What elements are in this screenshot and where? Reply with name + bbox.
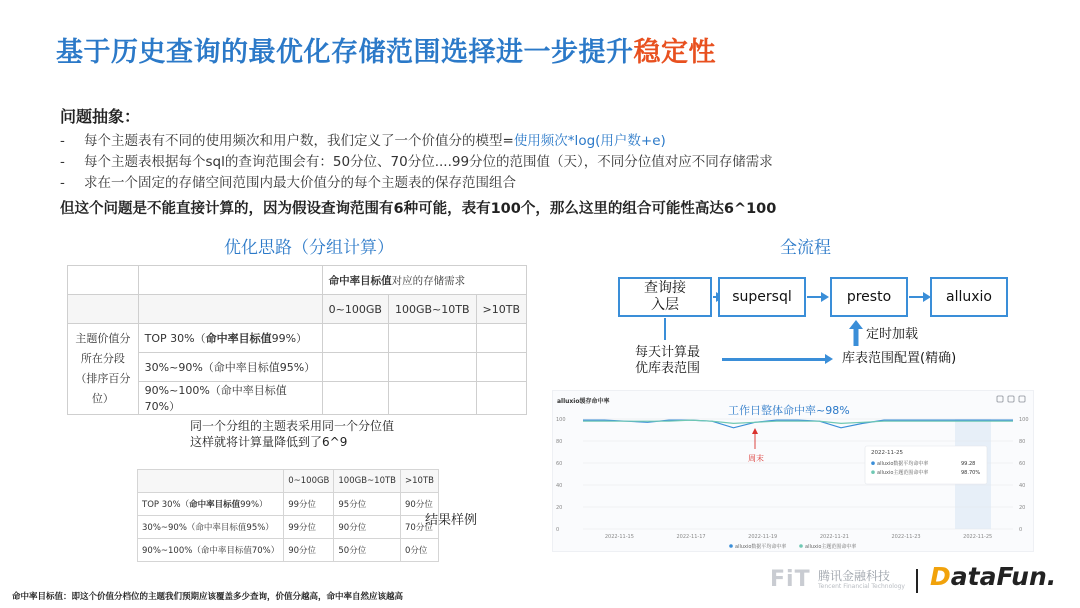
- chart-ytick-label-right: 80: [1019, 439, 1026, 445]
- config-label: 库表范围配置(精确): [842, 351, 957, 366]
- chart-tooltip-date: 2022-11-25: [871, 450, 903, 456]
- table-col-header: 0~100GB: [322, 295, 388, 324]
- chart-ytick-label: 20: [556, 505, 563, 511]
- chart-legend-label: alluxio主题范围命中率: [805, 544, 857, 550]
- right-section-title: 全流程: [780, 238, 831, 258]
- chart-tooltip-label: alluxio数据平均命中率: [877, 461, 929, 467]
- table-cell: [138, 295, 322, 324]
- chart-tool-icon: [997, 396, 1003, 402]
- table-cell: [476, 324, 526, 353]
- table-row-label: TOP 30%（命中率目标值99%）: [138, 324, 322, 353]
- table-row: 30%~90%（命中率目标值95%） 99分位 90分位 70分位: [138, 516, 439, 539]
- table-col-header: 100GB~10TB: [388, 295, 476, 324]
- table-col-header: 100GB~10TB: [334, 470, 401, 493]
- datafun-logo: DataFun.: [930, 562, 1057, 591]
- table-cell: [476, 382, 526, 415]
- chart-xtick-label: 2022-11-25: [963, 534, 993, 540]
- chart-tooltip-value: 99.28: [961, 461, 976, 467]
- chart-ytick-label-right: 20: [1019, 505, 1026, 511]
- fit-logo-en: Tencent Financial Technology: [818, 583, 905, 590]
- problem-bullet-3: - 求在一个固定的存储空间范围内最大价值分的每个主题表的保存范围组合: [60, 175, 516, 191]
- chart-tool-icon: [1019, 396, 1025, 402]
- problem-conclusion: 但这个问题是不能直接计算的，因为假设查询范围有6种可能，表有100个，那么这里的组合可能性高达6^100: [60, 201, 777, 217]
- chart-ytick-label-right: 0: [1019, 527, 1023, 533]
- table-cell: [476, 353, 526, 382]
- flow-arrow: [722, 358, 826, 361]
- problem-heading: 问题抽象：: [60, 107, 141, 126]
- flow-box-presto: presto: [830, 277, 908, 317]
- chart-tooltip-dot: [871, 470, 875, 474]
- flow-box-query-access: 查询接 入层: [618, 277, 712, 317]
- table-row-label: 90%~100%（命中率目标值70%）: [138, 382, 322, 415]
- slide-title-main: 基于历史查询的最优化存储范围选择进一步提升: [56, 37, 634, 68]
- table-side-label: 主题价值分所在分段（排序百分位）: [68, 324, 139, 415]
- result-table: [137, 469, 439, 562]
- hit-rate-chart-svg: [553, 391, 1035, 553]
- chart-ytick-label: 0: [556, 527, 560, 533]
- chart-legend-swatch: [729, 544, 733, 548]
- problem-bullet-2: - 每个主题表根据每个sql的查询范围会有：50分位、70分位....99分位的范围值（天），不同分位值对应不同存储需求: [60, 154, 773, 170]
- chart-ytick-label-right: 60: [1019, 461, 1026, 467]
- result-label: 结果样例: [425, 513, 478, 528]
- chart-legend-label: alluxio数据平均命中率: [735, 544, 787, 550]
- chart-xtick-label: 2022-11-17: [676, 534, 706, 540]
- chart-xtick-label: 2022-11-15: [604, 534, 634, 540]
- optimization-table: [67, 265, 527, 415]
- flow-box-alluxio: alluxio: [930, 277, 1008, 317]
- slide-title: [56, 30, 716, 69]
- table-cell: [68, 266, 139, 295]
- chart-tool-icon: [1008, 396, 1014, 402]
- flow-arrow: [713, 296, 717, 298]
- chart-ytick-label: 60: [556, 461, 563, 467]
- chart-ytick-label: 80: [556, 439, 563, 445]
- chart-ytick-label-right: 40: [1019, 483, 1026, 489]
- chart-title: alluxio缓存命中率: [557, 398, 610, 405]
- table-cell: [388, 353, 476, 382]
- daily-compute-label: 每天计算最 优库表范围: [635, 345, 701, 376]
- table-row: TOP 30%（命中率目标值99%） 99分位 95分位 90分位: [138, 493, 439, 516]
- table-cell: [322, 324, 388, 353]
- table-cell: [388, 324, 476, 353]
- chart-tooltip-dot: [871, 461, 875, 465]
- problem-section: [60, 104, 1040, 218]
- chart-tooltip-value: 98.70%: [961, 470, 981, 476]
- chart-tooltip-label: alluxio主题范围命中率: [877, 470, 929, 476]
- table-row: 90%~100%（命中率目标值70%） 90分位 50分位 0分位: [138, 539, 439, 562]
- table-row-label: 30%~90%（命中率目标值95%）: [138, 353, 322, 382]
- chart-ytick-label-right: 100: [1019, 417, 1029, 423]
- flow-box-supersql: supersql: [718, 277, 806, 317]
- table-cell: [138, 266, 322, 295]
- chart-legend-swatch: [799, 544, 803, 548]
- fit-logo-cn: 腾讯金融科技: [818, 569, 891, 583]
- hit-rate-chart: [552, 390, 1034, 552]
- table-header-group: 命中率目标值对应的存储需求: [322, 266, 526, 295]
- chart-xtick-label: 2022-11-21: [819, 534, 849, 540]
- table-col-header: >10TB: [401, 470, 439, 493]
- table-cell: [138, 470, 284, 493]
- table-col-header: 0~100GB: [284, 470, 334, 493]
- chart-ytick-label: 40: [556, 483, 563, 489]
- chart-annotation-arrowhead: [752, 428, 758, 434]
- flow-connector: [664, 318, 666, 340]
- chart-ytick-label: 100: [556, 417, 566, 423]
- problem-bullet-1: - 每个主题表有不同的使用频次和用户数，我们定义了一个价值分的模型=使用频次*log(用户数+e): [60, 133, 666, 149]
- chart-xtick-label: 2022-11-23: [891, 534, 921, 540]
- slide-title-highlight: 稳定性: [633, 37, 716, 68]
- chart-annotation-main: 工作日整体命中率~98%: [728, 404, 850, 417]
- table-col-header: >10TB: [476, 295, 526, 324]
- table-cell: [322, 382, 388, 415]
- table-cell: [68, 295, 139, 324]
- timer-load-label: 定时加载: [866, 327, 919, 342]
- footer-note: 命中率目标值：即这个价值分档位的主题我们预期应该覆盖多少查询，价值分越高，命中率自然应该越高: [12, 592, 404, 602]
- left-section-title: 优化思路（分组计算）: [224, 238, 394, 258]
- flow-arrow: [909, 296, 924, 298]
- table-cell: [388, 382, 476, 415]
- chart-xtick-label: 2022-11-19: [748, 534, 778, 540]
- chart-annotation-weekend: 周末: [748, 454, 764, 463]
- grouping-note: 同一个分组的主题表采用同一个分位值 这样就将计算量降低到了6^9: [190, 419, 395, 449]
- fit-logo: FiT: [770, 567, 811, 592]
- up-arrow-icon: [849, 320, 863, 346]
- table-cell: [322, 353, 388, 382]
- logo-divider: [916, 569, 918, 593]
- flow-arrow: [807, 296, 822, 298]
